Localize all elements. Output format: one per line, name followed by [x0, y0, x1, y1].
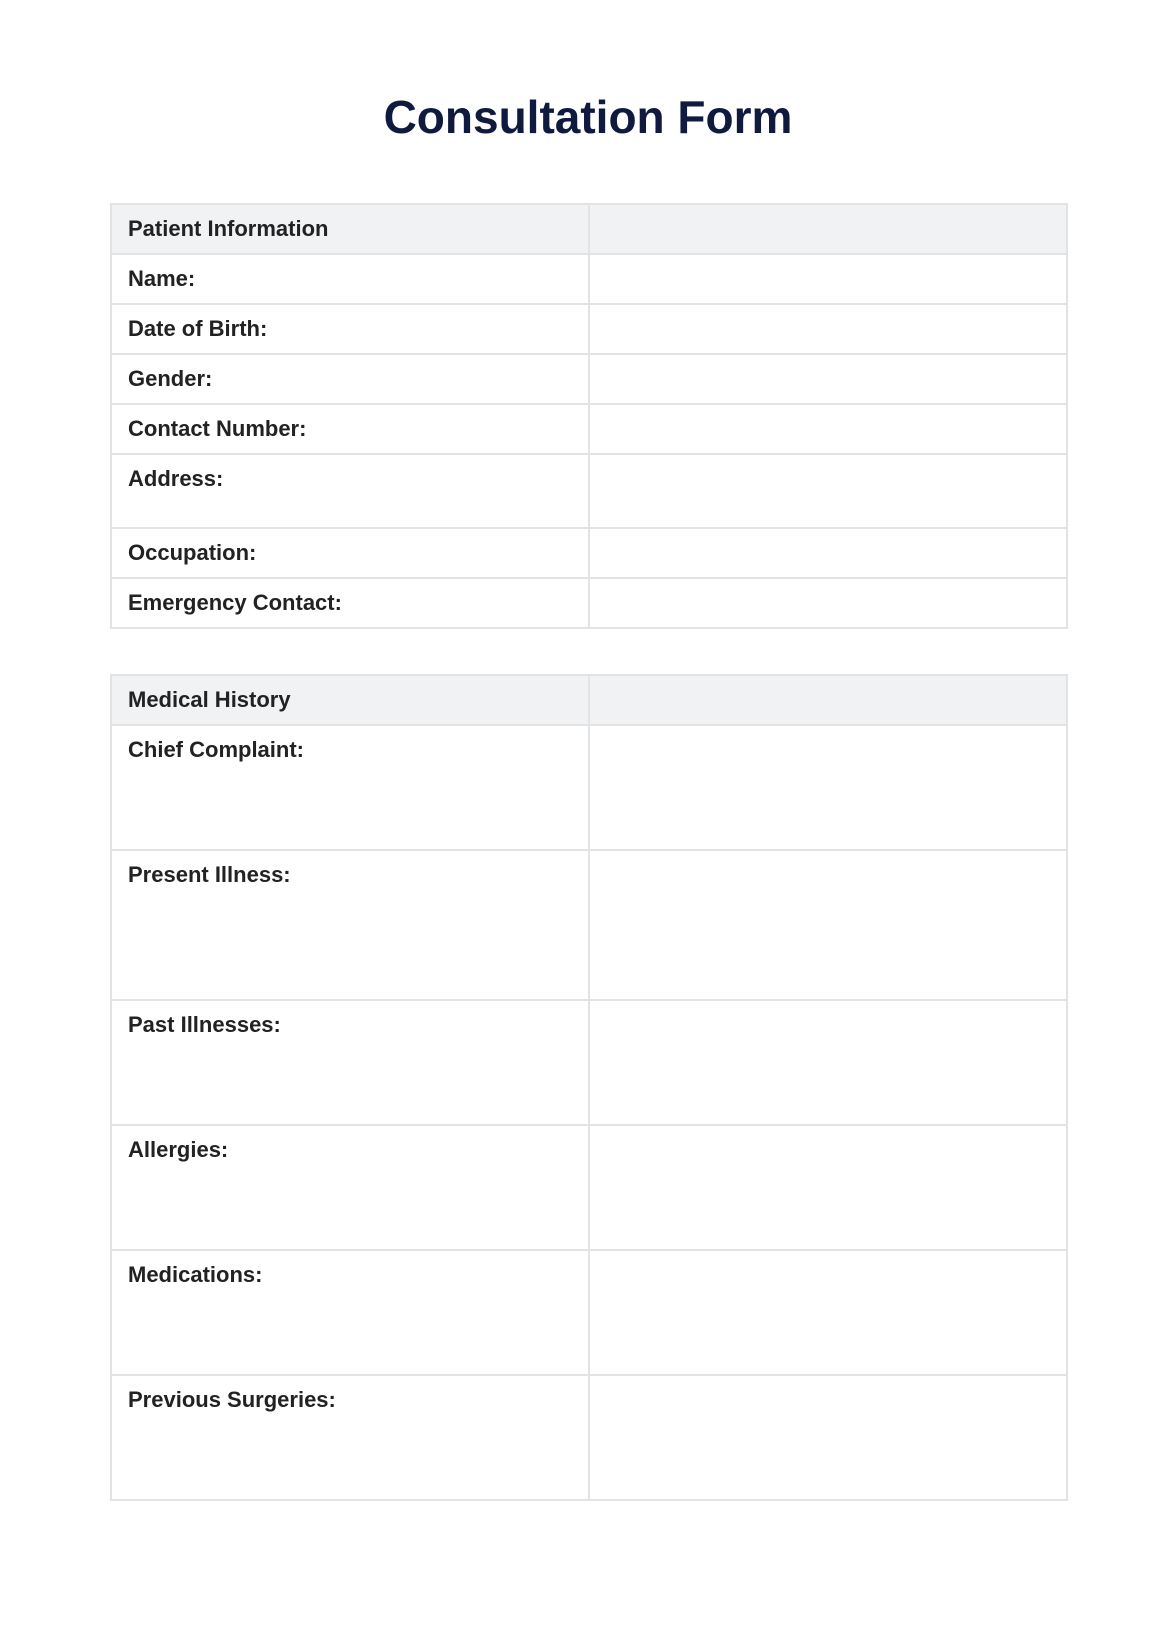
section-header — [111, 204, 589, 254]
form-row-medications — [111, 1250, 1067, 1375]
form-row-name — [111, 254, 1067, 304]
form-row-dob — [111, 304, 1067, 354]
address-field[interactable] — [589, 454, 1067, 528]
section-title: Patient Information — [128, 216, 329, 241]
field-label — [111, 304, 589, 354]
previous-surgeries-label: Previous Surgeries: — [128, 1387, 336, 1412]
patient-information-table — [110, 203, 1068, 629]
section-header-row — [111, 204, 1067, 254]
form-row-allergies — [111, 1125, 1067, 1250]
field-label — [111, 1125, 589, 1250]
section-header — [111, 675, 589, 725]
name-label: Name: — [128, 266, 196, 291]
form-row-previous-surgeries — [111, 1375, 1067, 1500]
header-empty-cell — [589, 204, 1067, 254]
form-row-emergency-contact — [111, 578, 1067, 628]
emergency-contact-label: Emergency Contact: — [128, 590, 342, 615]
dob-label: Date of Birth: — [128, 316, 268, 341]
form-row-chief-complaint — [111, 725, 1067, 850]
gender-label: Gender: — [128, 366, 213, 391]
allergies-label: Allergies: — [128, 1137, 229, 1162]
page-title: Consultation Form — [383, 91, 793, 143]
medications-label: Medications: — [128, 1262, 263, 1287]
gender-field[interactable] — [589, 354, 1067, 404]
field-label — [111, 404, 589, 454]
address-label: Address: — [128, 466, 224, 491]
form-row-address — [111, 454, 1067, 528]
form-row-contact-number — [111, 404, 1067, 454]
contact-number-label: Contact Number: — [128, 416, 307, 441]
emergency-contact-field[interactable] — [589, 578, 1067, 628]
past-illnesses-label: Past Illnesses: — [128, 1012, 281, 1037]
name-field[interactable] — [589, 254, 1067, 304]
field-label — [111, 1250, 589, 1375]
field-label — [111, 454, 589, 528]
occupation-field[interactable] — [589, 528, 1067, 578]
section-title: Medical History — [128, 687, 291, 712]
present-illness-label: Present Illness: — [128, 862, 291, 887]
contact-number-field[interactable] — [589, 404, 1067, 454]
occupation-label: Occupation: — [128, 540, 257, 565]
allergies-field[interactable] — [589, 1125, 1067, 1250]
chief-complaint-label: Chief Complaint: — [128, 737, 304, 762]
header-empty-cell — [589, 675, 1067, 725]
form-row-past-illnesses — [111, 1000, 1067, 1125]
field-label — [111, 1000, 589, 1125]
form-row-present-illness — [111, 850, 1067, 1000]
field-label — [111, 1375, 589, 1500]
medications-field[interactable] — [589, 1250, 1067, 1375]
field-label — [111, 254, 589, 304]
section-header-row — [111, 675, 1067, 725]
previous-surgeries-field[interactable] — [589, 1375, 1067, 1500]
field-label — [111, 354, 589, 404]
field-label — [111, 528, 589, 578]
form-row-occupation — [111, 528, 1067, 578]
field-label — [111, 578, 589, 628]
present-illness-field[interactable] — [589, 850, 1067, 1000]
form-row-gender — [111, 354, 1067, 404]
field-label — [111, 725, 589, 850]
past-illnesses-field[interactable] — [589, 1000, 1067, 1125]
chief-complaint-field[interactable] — [589, 725, 1067, 850]
dob-field[interactable] — [589, 304, 1067, 354]
medical-history-table — [110, 674, 1068, 1501]
field-label — [111, 850, 589, 1000]
